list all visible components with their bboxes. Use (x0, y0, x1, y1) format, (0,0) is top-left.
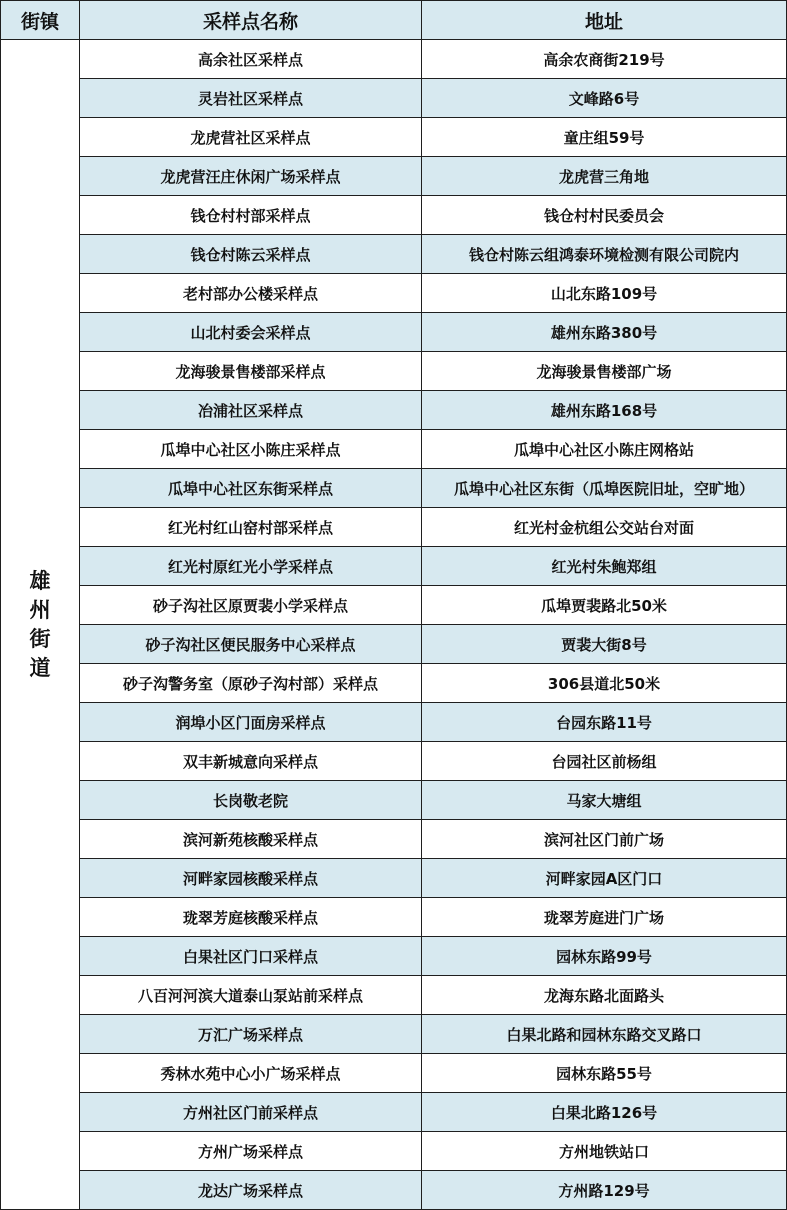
address-cell: 雄州东路168号 (422, 391, 787, 430)
table-row (1, 157, 787, 196)
table-row (1, 430, 787, 469)
address-cell: 山北东路109号 (422, 274, 787, 313)
site-name-cell: 山北村委会采样点 (80, 313, 422, 352)
address-cell: 钱仓村村民委员会 (422, 196, 787, 235)
table-row (1, 703, 787, 742)
site-name-cell: 龙达广场采样点 (80, 1171, 422, 1210)
address-cell: 方州路129号 (422, 1171, 787, 1210)
table-row (1, 586, 787, 625)
address-cell: 瓜埠中心社区东街（瓜埠医院旧址，空旷地） (422, 469, 787, 508)
site-name-cell: 砂子沟社区原贾裴小学采样点 (80, 586, 422, 625)
site-name-cell: 灵岩社区采样点 (80, 79, 422, 118)
table-row (1, 781, 787, 820)
table-row (1, 235, 787, 274)
header-site-name: 采样点名称 (80, 1, 422, 40)
table-row (1, 742, 787, 781)
address-cell: 高余农商街219号 (422, 40, 787, 79)
address-cell: 方州地铁站口 (422, 1132, 787, 1171)
table-row (1, 547, 787, 586)
site-name-cell: 冶浦社区采样点 (80, 391, 422, 430)
site-name-cell: 润埠小区门面房采样点 (80, 703, 422, 742)
address-cell: 滨河社区门前广场 (422, 820, 787, 859)
address-cell: 园林东路55号 (422, 1054, 787, 1093)
header-address: 地址 (422, 1, 787, 40)
table-row (1, 820, 787, 859)
town-cell (1, 40, 80, 1210)
table-row (1, 898, 787, 937)
address-cell: 瓜埠中心社区小陈庄网格站 (422, 430, 787, 469)
site-name-cell: 滨河新苑核酸采样点 (80, 820, 422, 859)
table-row (1, 976, 787, 1015)
address-cell: 龙海骏景售楼部广场 (422, 352, 787, 391)
site-name-cell: 红光村红山窑村部采样点 (80, 508, 422, 547)
site-name-cell: 八百河河滨大道泰山泵站前采样点 (80, 976, 422, 1015)
address-cell: 雄州东路380号 (422, 313, 787, 352)
site-name-cell: 方州社区门前采样点 (80, 1093, 422, 1132)
table-row (1, 391, 787, 430)
table-row (1, 1132, 787, 1171)
site-name-cell: 秀林水苑中心小广场采样点 (80, 1054, 422, 1093)
table-row (1, 352, 787, 391)
site-name-cell: 红光村原红光小学采样点 (80, 547, 422, 586)
site-name-cell: 万汇广场采样点 (80, 1015, 422, 1054)
site-name-cell: 龙虎营社区采样点 (80, 118, 422, 157)
address-cell: 白果北路126号 (422, 1093, 787, 1132)
address-cell: 钱仓村陈云组鸿泰环境检测有限公司院内 (422, 235, 787, 274)
address-cell: 红光村金杭组公交站台对面 (422, 508, 787, 547)
site-name-cell: 瓜埠中心社区东街采样点 (80, 469, 422, 508)
site-name-cell: 瓜埠中心社区小陈庄采样点 (80, 430, 422, 469)
table-row (1, 40, 787, 79)
address-cell: 白果北路和园林东路交叉路口 (422, 1015, 787, 1054)
site-name-cell: 长岗敬老院 (80, 781, 422, 820)
table-row (1, 274, 787, 313)
site-name-cell: 龙海骏景售楼部采样点 (80, 352, 422, 391)
address-cell: 文峰路6号 (422, 79, 787, 118)
site-name-cell: 白果社区门口采样点 (80, 937, 422, 976)
address-cell: 河畔家园A区门口 (422, 859, 787, 898)
address-cell: 珑翠芳庭进门广场 (422, 898, 787, 937)
address-cell: 台园社区前杨组 (422, 742, 787, 781)
site-name-cell: 老村部办公楼采样点 (80, 274, 422, 313)
address-cell: 童庄组59号 (422, 118, 787, 157)
table-row (1, 937, 787, 976)
address-cell: 红光村朱鲍郑组 (422, 547, 787, 586)
header-row (1, 1, 787, 40)
site-name-cell: 砂子沟社区便民服务中心采样点 (80, 625, 422, 664)
town-name: 雄州街道 (29, 568, 51, 680)
address-cell: 马家大塘组 (422, 781, 787, 820)
address-cell: 台园东路11号 (422, 703, 787, 742)
table-row (1, 508, 787, 547)
site-name-cell: 钱仓村陈云采样点 (80, 235, 422, 274)
address-cell: 瓜埠贾裴路北50米 (422, 586, 787, 625)
table-row (1, 1093, 787, 1132)
table-row (1, 313, 787, 352)
address-cell: 园林东路99号 (422, 937, 787, 976)
site-name-cell: 方州广场采样点 (80, 1132, 422, 1171)
table-row (1, 79, 787, 118)
table-row (1, 1171, 787, 1210)
table-row (1, 1015, 787, 1054)
table-row (1, 859, 787, 898)
table-row (1, 625, 787, 664)
address-cell: 306县道北50米 (422, 664, 787, 703)
site-name-cell: 砂子沟警务室（原砂子沟村部）采样点 (80, 664, 422, 703)
header-town: 街镇 (1, 1, 80, 40)
site-name-cell: 龙虎营汪庄休闲广场采样点 (80, 157, 422, 196)
table-row (1, 1054, 787, 1093)
site-name-cell: 双丰新城意向采样点 (80, 742, 422, 781)
site-name-cell: 珑翠芳庭核酸采样点 (80, 898, 422, 937)
address-cell: 龙虎营三角地 (422, 157, 787, 196)
table-row (1, 196, 787, 235)
site-name-cell: 高余社区采样点 (80, 40, 422, 79)
table-row (1, 118, 787, 157)
address-cell: 贾裴大街8号 (422, 625, 787, 664)
table-row (1, 469, 787, 508)
table-body (1, 40, 787, 1210)
site-name-cell: 钱仓村村部采样点 (80, 196, 422, 235)
table-row (1, 664, 787, 703)
site-name-cell: 河畔家园核酸采样点 (80, 859, 422, 898)
address-cell: 龙海东路北面路头 (422, 976, 787, 1015)
